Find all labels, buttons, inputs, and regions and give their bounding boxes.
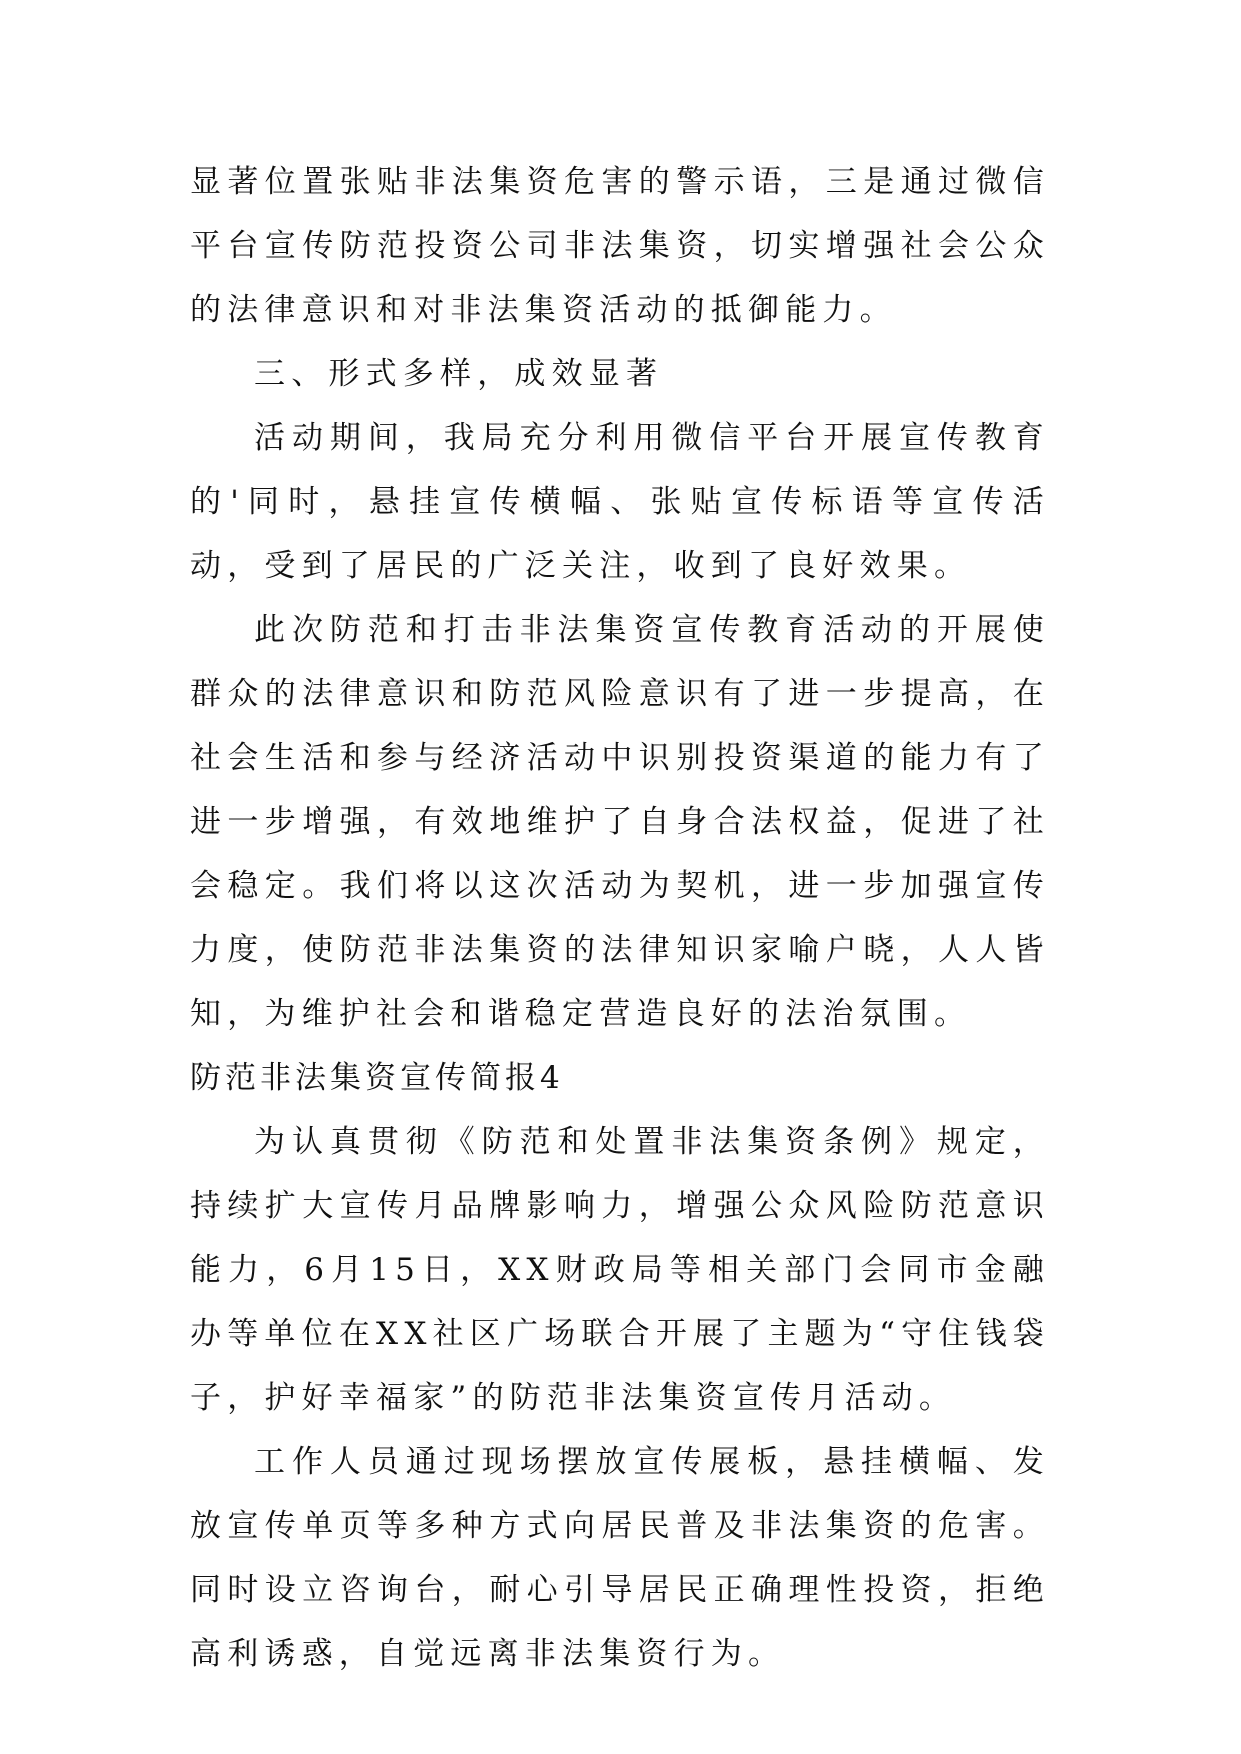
section-heading-three: 三、形式多样，成效显著	[254, 356, 664, 392]
paragraph-continued-warning: 显著位置张贴非法集资危害的警示语，三是通过微信平台宣传防范投资公司非法集资，切实增强社会公众的法律意识和对非法集资活动的抵御能力。	[190, 164, 1050, 328]
paragraph-regulation-implementation: 为认真贯彻《防范和处置非法集资条例》规定，持续扩大宣传月品牌影响力，增强公众风险防范意识能力，6月15日，XX财政局等相关部门会同市金融办等单位在XX社区广场联合开展了主题为“守住钱袋子，护好幸福家”的防范非法集资宣传月活动。	[190, 1124, 1050, 1416]
paragraph-staff-outreach: 工作人员通过现场摆放宣传展板，悬挂横幅、发放宣传单页等多种方式向居民普及非法集资的危害。同时设立咨询台，耐心引导居民正确理性投资，拒绝高利诱惑，自觉远离非法集资行为。	[190, 1444, 1050, 1672]
document-body	[190, 150, 1050, 1686]
paragraph-activity-period: 活动期间，我局充分利用微信平台开展宣传教育的'同时，悬挂宣传横幅、张贴宣传标语等宣传活动，受到了居民的广泛关注，收到了良好效果。	[190, 420, 1050, 584]
briefing-title-4: 防范非法集资宣传简报4	[190, 1060, 564, 1096]
paragraph-campaign-outcome: 此次防范和打击非法集资宣传教育活动的开展使群众的法律意识和防范风险意识有了进一步提高，在社会生活和参与经济活动中识别投资渠道的能力有了进一步增强，有效地维护了自身合法权益，促进了社会稳定。我们将以这次活动为契机，进一步加强宣传力度，使防范非法集资的法律知识家喻户晓，人人皆知，为维护社会和谐稳定营造良好的法治氛围。	[190, 612, 1050, 1032]
